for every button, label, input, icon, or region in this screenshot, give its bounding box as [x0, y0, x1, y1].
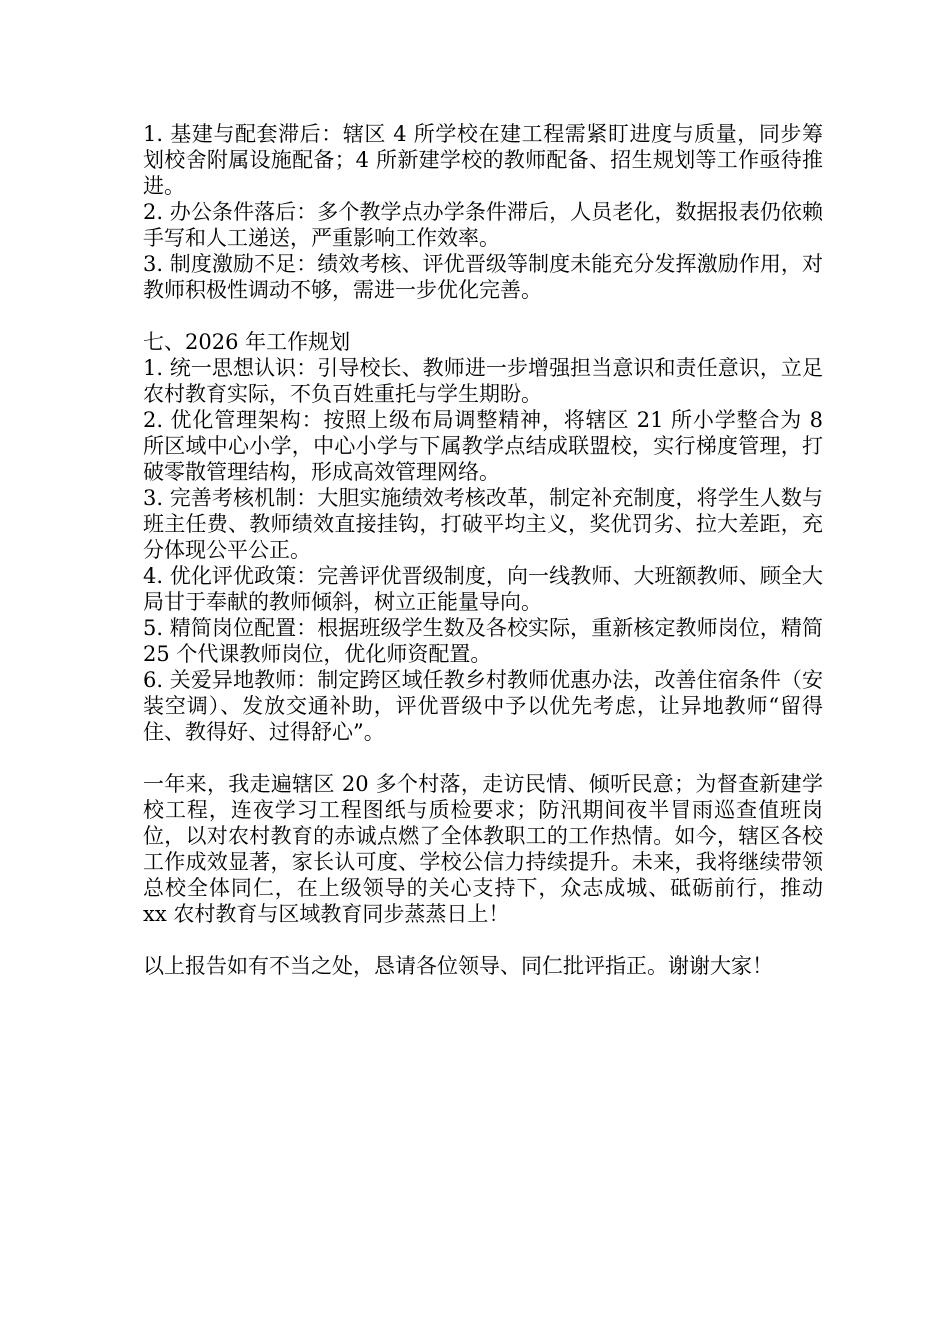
plan-item: 6. 关爱异地教师：制定跨区域任教乡村教师优惠办法，改善住宿条件（安装空调）、发放交通补助，评优晋级中予以优先考虑，让异地教师“留得住、教得好、过得舒心”。	[143, 668, 823, 744]
plan-item: 4. 优化评优政策：完善评优晋级制度，向一线教师、大班额教师、顾全大局甘于奉献的教师倾斜，树立正能量导向。	[143, 564, 823, 614]
plan-section	[143, 329, 823, 745]
closing-section	[143, 771, 823, 979]
plan-item: 3. 完善考核机制：大胆实施绩效考核改革，制定补充制度，将学生人数与班主任费、教师绩效直接挂钩，打破平均主义，奖优罚劣、拉大差距，充分体现公平公正。	[143, 486, 823, 562]
closing-thanks: 以上报告如有不当之处，恳请各位领导、同仁批评指正。谢谢大家！	[143, 954, 773, 978]
problems-section	[143, 121, 823, 303]
plan-item: 1. 统一思想认识：引导校长、教师进一步增强担当意识和责任意识，立足农村教育实际，不负百姓重托与学生期盼。	[143, 356, 823, 406]
problem-item: 2. 办公条件落后：多个教学点办学条件滞后，人员老化，数据报表仍依赖手写和人工递送，严重影响工作效率。	[143, 200, 823, 250]
problem-item: 3. 制度激励不足：绩效考核、评优晋级等制度未能充分发挥激励作用，对教师积极性调动不够，需进一步优化完善。	[143, 252, 823, 302]
section-heading: 七、2026 年工作规划	[143, 330, 351, 354]
document-page	[143, 121, 823, 979]
plan-item: 5. 精简岗位配置：根据班级学生数及各校实际，重新核定教师岗位，精简 25 个代课教师岗位，优化师资配置。	[143, 616, 823, 666]
paragraph-gap	[143, 745, 823, 771]
plan-item: 2. 优化管理架构：按照上级布局调整精神，将辖区 21 所小学整合为 8 所区域中心小学，中心小学与下属教学点结成联盟校，实行梯度管理，打破零散管理结构，形成高效管理网络。	[143, 408, 823, 484]
closing-summary: 一年来，我走遍辖区 20 多个村落，走访民情、倾听民意；为督查新建学校工程，连夜学习工程图纸与质检要求；防汛期间夜半冒雨巡查值班岗位，以对农村教育的赤诚点燃了全体教职工的工作热情。如今，辖区各校工作成效显著，家长认可度、学校公信力持续提升。未来，我将继续带领总校全体同仁，在上级领导的关心支持下，众志成城、砥砺前行，推动 xx 农村教育与区域教育同步蒸蒸日上！	[143, 772, 823, 926]
paragraph-gap	[143, 927, 823, 953]
paragraph-gap	[143, 303, 823, 329]
problem-item: 1. 基建与配套滞后：辖区 4 所学校在建工程需紧盯进度与质量，同步筹划校舍附属设施配备；4 所新建学校的教师配备、招生规划等工作亟待推进。	[143, 122, 823, 198]
